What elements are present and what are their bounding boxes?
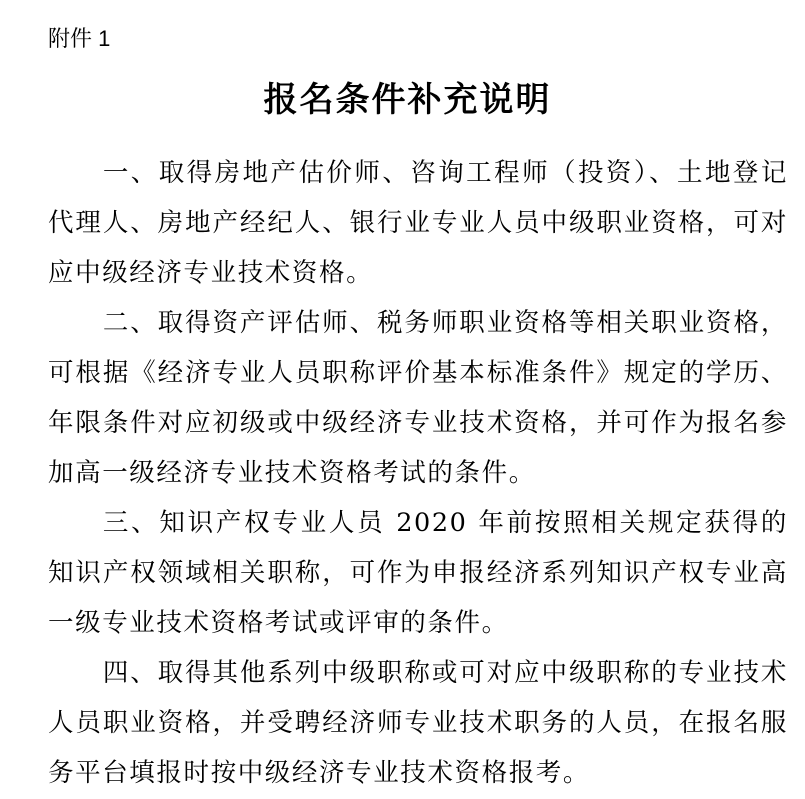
document-body: [48, 148, 788, 798]
paragraph-3: 三、知识产权专业人员 2020 年前按照相关规定获得的知识产权领域相关职称，可作为申报经济系列知识产权专业高一级专业技术资格考试或评审的条件。: [48, 508, 788, 638]
paragraph-4: 四、取得其他系列中级职称或可对应中级职称的专业技术人员职业资格，并受聘经济师专业技术职务的人员，在报名服务平台填报时按中级经济专业技术资格报考。: [48, 658, 788, 788]
paragraph-2: 二、取得资产评估师、税务师职业资格等相关职业资格，可根据《经济专业人员职称评价基本标准条件》规定的学历、年限条件对应初级或中级经济专业技术资格，并可作为报名参加高一级经济专业技术资格考试的条件。: [48, 308, 788, 488]
paragraph-1: 一、取得房地产估价师、咨询工程师（投资）、土地登记代理人、房地产经纪人、银行业专业人员中级职业资格，可对应中级经济专业技术资格。: [48, 158, 788, 288]
document-title: 报名条件补充说明: [263, 79, 552, 120]
attachment-label: 附件 1: [48, 26, 111, 51]
